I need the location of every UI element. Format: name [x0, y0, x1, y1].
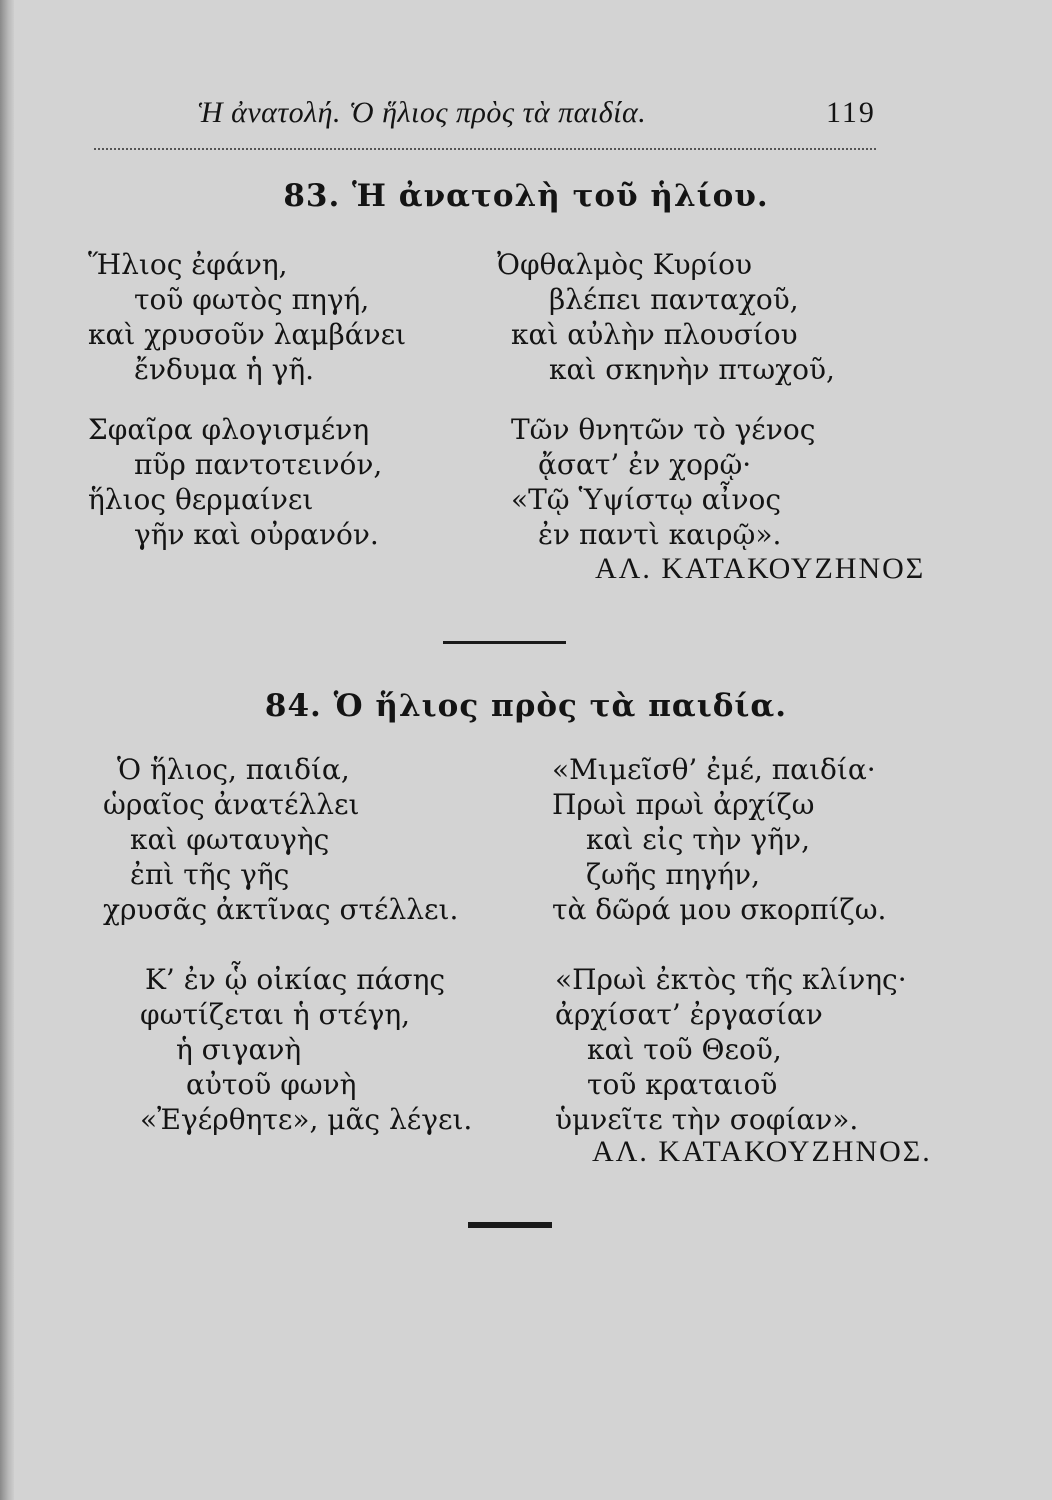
- verse-line: Τῶν θνητῶν τὸ γένος: [511, 413, 816, 446]
- verse-line: «Τῷ Ὑψίστῳ αἶνος: [511, 483, 782, 516]
- poem-84-right-stanza-1: [552, 752, 886, 927]
- book-spine-edge: [0, 0, 14, 1500]
- verse-line: Σφαῖρα φλογισμένη: [88, 413, 370, 446]
- verse-line: τοῦ κραταιοῦ: [587, 1068, 778, 1101]
- verse-line: αὐτοῦ φωνὴ: [186, 1068, 357, 1101]
- poem-84-title: 84. Ὁ ἥλιος πρὸς τὰ παιδία.: [264, 688, 788, 724]
- verse-line: ἡ σιγανὴ: [176, 1033, 302, 1066]
- poem-84-right-stanza-2: [555, 962, 907, 1137]
- poem-83-title: 83. Ἡ ἀνατολὴ τοῦ ἡλίου.: [283, 178, 769, 214]
- verse-line: τοῦ φωτὸς πηγή,: [134, 283, 370, 316]
- end-divider: [468, 1222, 552, 1228]
- poem-83-left-stanza-2: [88, 412, 382, 552]
- verse-line: Ἥλιος ἐφάνη,: [88, 248, 288, 281]
- verse-line: «Πρωὶ ἐκτὸς τῆς κλίνης·: [555, 963, 907, 996]
- header-rule: [94, 148, 876, 150]
- poem-84-left-stanza-1: [103, 752, 458, 927]
- verse-line: «Μιμεῖσθ’ ἐμέ, παιδία·: [552, 753, 876, 786]
- verse-line: ἐν παντὶ καιρῷ».: [538, 518, 782, 551]
- verse-line: ἥλιος θερμαίνει: [88, 483, 314, 516]
- verse-line: ᾄσατ’ ἐν χορῷ·: [538, 448, 752, 481]
- verse-line: καὶ σκηνὴν πτωχοῦ,: [549, 353, 835, 386]
- page-number: 119: [826, 96, 876, 129]
- verse-line: καὶ χρυσοῦν λαμβάνει: [88, 318, 407, 351]
- verse-line: ὡραῖος ἀνατέλλει: [103, 788, 360, 821]
- page-header: [0, 96, 1052, 140]
- verse-line: ζωῆς πηγήν,: [586, 858, 760, 891]
- section-divider: [443, 641, 566, 644]
- verse-line: καὶ αὐλὴν πλουσίου: [511, 318, 798, 351]
- verse-line: «Ἐγέρθητε», μᾶς λέγει.: [140, 1103, 473, 1136]
- verse-line: ἐπὶ τῆς γῆς: [130, 858, 290, 891]
- verse-line: ὑμνεῖτε τὴν σοφίαν».: [555, 1103, 859, 1136]
- verse-line: τὰ δῶρά μου σκορπίζω.: [552, 893, 887, 926]
- verse-line: ἔνδυμα ἡ γῆ.: [134, 353, 315, 386]
- running-title: Ἡ ἀνατολή. Ὁ ἥλιος πρὸς τὰ παιδία.: [198, 96, 647, 129]
- verse-line: γῆν καὶ οὐρανόν.: [134, 518, 379, 551]
- verse-line: Κ’ ἐν ᾧ οἰκίας πάσης: [145, 963, 446, 996]
- verse-line: ἀρχίσατ’ ἐργασίαν: [555, 998, 823, 1031]
- poem-83-right-stanza-1: [497, 247, 835, 387]
- poem-83-left-stanza-1: [88, 247, 406, 387]
- verse-line: καὶ φωταυγὴς: [130, 823, 330, 856]
- verse-line: χρυσᾶς ἀκτῖνας στέλλει.: [103, 893, 459, 926]
- poem-84-author: ΑΛ. ΚΑΤΑΚΟΥΖΗΝΟΣ.: [592, 1135, 932, 1168]
- verse-line: Ὀφθαλμὸς Κυρίου: [497, 248, 752, 281]
- verse-line: βλέπει πανταχοῦ,: [549, 283, 799, 316]
- verse-line: Ὁ ἥλιος, παιδία,: [117, 753, 350, 786]
- verse-line: καὶ τοῦ Θεοῦ,: [587, 1033, 782, 1066]
- verse-line: Πρωὶ πρωὶ ἀρχίζω: [552, 788, 815, 821]
- poem-83-author: ΑΛ. ΚΑΤΑΚΟΥΖΗΝΟΣ: [595, 552, 926, 585]
- verse-line: καὶ εἰς τὴν γῆν,: [586, 823, 810, 856]
- verse-line: φωτίζεται ἡ στέγη,: [140, 998, 411, 1031]
- verse-line: πῦρ παντοτεινόν,: [134, 448, 383, 481]
- poem-83-right-stanza-2: [511, 412, 815, 552]
- poem-84-left-stanza-2: [140, 962, 472, 1137]
